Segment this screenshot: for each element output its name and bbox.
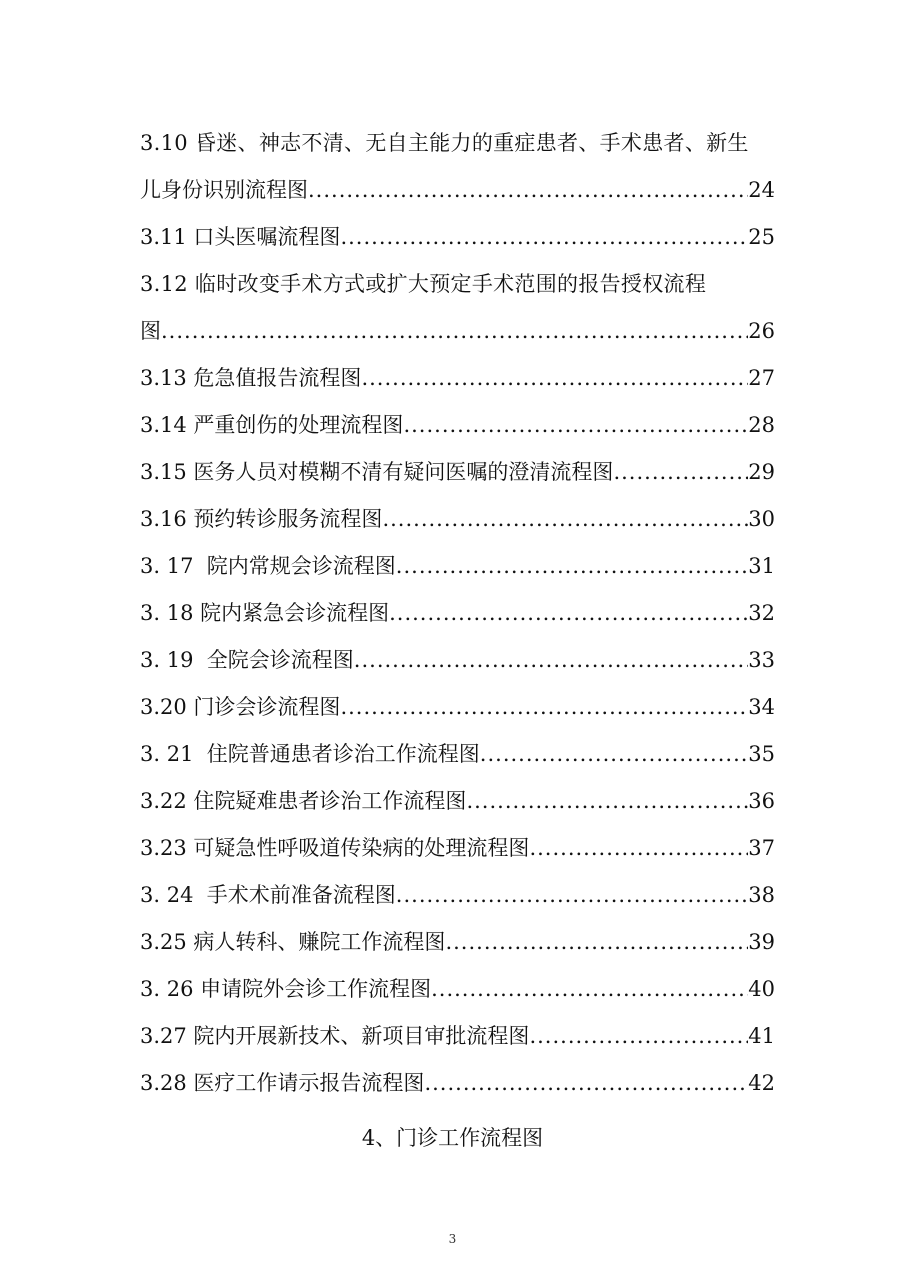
toc-page-number: 29 [748,460,775,484]
toc-entry-3-26[interactable] [140,966,775,1013]
toc-entry-label: 图 [140,319,161,343]
toc-page-number: 37 [748,836,775,860]
toc-entry-label: 3. 21 住院普通患者诊治工作流程图 [140,742,480,766]
toc-page-number: 30 [748,507,775,531]
toc-entry-label: 3. 17 院内常规会诊流程图 [140,554,396,578]
section-heading: 4、门诊工作流程图 [361,1126,544,1150]
toc-leader-dots [389,590,748,637]
toc-entry-label: 3. 18 院内紧急会诊流程图 [140,601,390,625]
toc-leader-dots [529,1013,748,1060]
toc-page-number: 33 [748,648,775,672]
toc-entry-label: 儿身份识别流程图 [140,178,308,202]
toc-leader-dots [403,402,748,449]
toc-entry-label: 3.16 预约转诊服务流程图 [140,507,383,531]
toc-leader-dots [340,684,748,731]
toc-page-number: 32 [748,601,775,625]
toc-entry-3-17[interactable] [140,543,775,590]
toc-leader-dots [431,966,748,1013]
toc-entry-label: 3.28 医疗工作请示报告流程图 [140,1071,425,1095]
toc-leader-dots [445,919,748,966]
toc-leader-dots [361,355,748,402]
toc-entry-3-23[interactable] [140,825,775,872]
toc-entry-label: 3. 24 手术术前准备流程图 [140,883,396,907]
toc-entry-3-28[interactable] [140,1060,775,1107]
toc-page-number: 28 [748,413,775,437]
toc-entry-3-14[interactable] [140,402,775,449]
page-footer-number: 3 [448,1232,457,1246]
toc-entry-3-11[interactable] [140,214,775,261]
toc-entry-3-24[interactable] [140,872,775,919]
toc-page-number: 24 [748,178,775,202]
toc-entry-label: 3.11 口头医嘱流程图 [140,225,341,249]
toc-page-number: 39 [748,930,775,954]
toc-page-number: 35 [748,742,775,766]
toc-page-number: 42 [748,1071,775,1095]
toc-leader-dots [396,872,748,919]
toc-page-number: 40 [748,977,775,1001]
toc-entry-3-27[interactable] [140,1013,775,1060]
table-of-contents [140,120,775,1107]
toc-page-number: 41 [748,1024,775,1048]
toc-entry-label: 3.25 病人转科、赚院工作流程图 [140,930,446,954]
toc-leader-dots [466,778,748,825]
toc-entry-3-22[interactable] [140,778,775,825]
toc-page-number: 31 [748,554,775,578]
toc-entry-3-15[interactable] [140,449,775,496]
toc-leader-dots [308,167,748,214]
toc-leader-dots [424,1060,748,1107]
toc-entry-3-25[interactable] [140,919,775,966]
toc-entry-label: 3.13 危急值报告流程图 [140,366,362,390]
toc-page-number: 34 [748,695,775,719]
toc-entry-label: 3.14 严重创伤的处理流程图 [140,413,404,437]
toc-entry-label: 3.27 院内开展新技术、新项目审批流程图 [140,1024,530,1048]
toc-page-number: 36 [748,789,775,813]
toc-entry-label: 3.15 医务人员对模糊不清有疑问医嘱的澄清流程图 [140,460,614,484]
toc-entry-label: 3. 26 申请院外会诊工作流程图 [140,977,432,1001]
toc-entry-3-19[interactable] [140,637,775,684]
toc-entry-3-18[interactable] [140,590,775,637]
toc-entry-label: 3. 19 全院会诊流程图 [140,648,354,672]
toc-leader-dots [480,731,748,778]
toc-leader-dots [382,496,748,543]
toc-leader-dots [529,825,748,872]
toc-page-number: 25 [748,225,775,249]
toc-entry-3-10-line1: 3.10 昏迷、神志不清、无自主能力的重症患者、手术患者、新生 [140,131,749,155]
toc-entry-3-12-line1: 3.12 临时改变手术方式或扩大预定手术范围的报告授权流程 [140,272,707,296]
toc-entry-3-16[interactable] [140,496,775,543]
toc-entry-3-20[interactable] [140,684,775,731]
toc-leader-dots [161,308,748,355]
toc-leader-dots [613,449,748,496]
toc-leader-dots [354,637,748,684]
toc-leader-dots [396,543,748,590]
toc-entry-3-13[interactable] [140,355,775,402]
toc-entry-3-21[interactable] [140,731,775,778]
toc-entry-label: 3.23 可疑急性呼吸道传染病的处理流程图 [140,836,530,860]
toc-page-number: 26 [748,319,775,343]
toc-entry-label: 3.22 住院疑难患者诊治工作流程图 [140,789,467,813]
toc-entry-3-10[interactable] [140,167,775,214]
toc-leader-dots [340,214,748,261]
toc-entry-label: 3.20 门诊会诊流程图 [140,695,341,719]
toc-page-number: 27 [748,366,775,390]
toc-entry-3-12[interactable] [140,308,775,355]
toc-page-number: 38 [748,883,775,907]
